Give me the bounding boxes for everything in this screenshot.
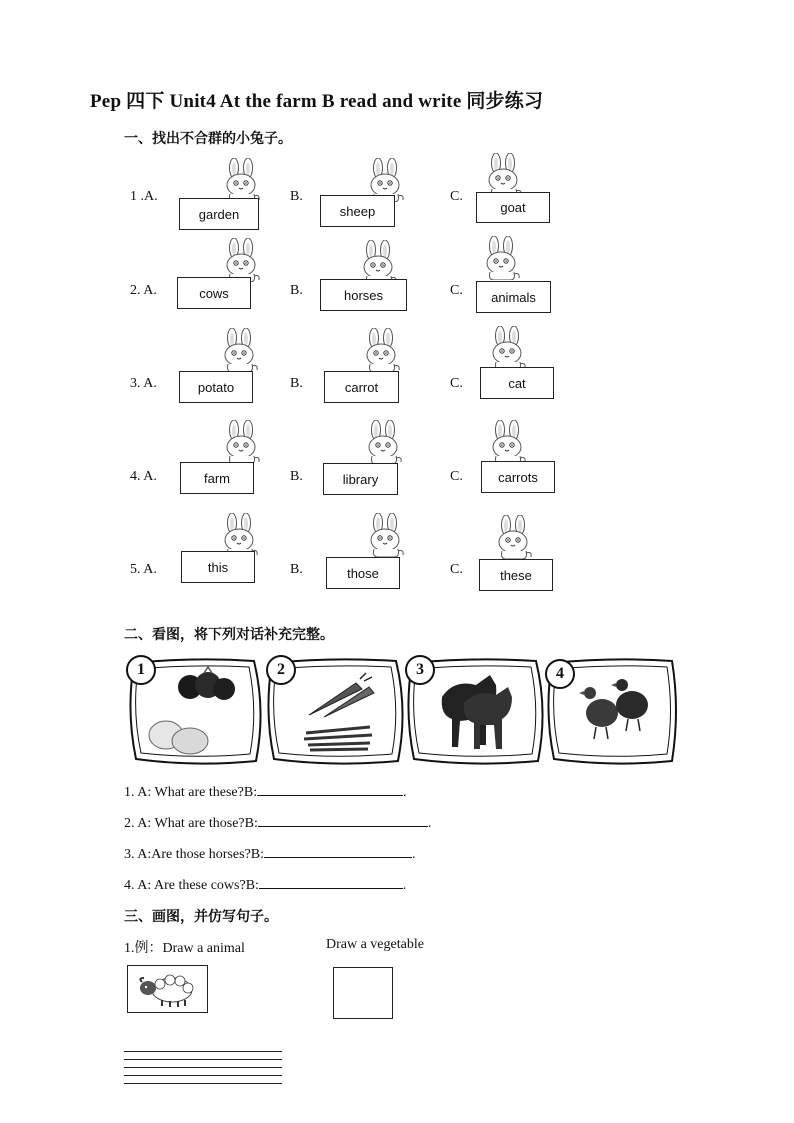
rabbit-icon: [362, 513, 408, 557]
word-box: garden: [179, 198, 259, 230]
dialogue-end: .: [427, 816, 432, 831]
word-box: potato: [179, 371, 253, 403]
word-box: cat: [480, 367, 554, 399]
picture-strip: [124, 655, 680, 767]
word-box: these: [479, 559, 553, 591]
rabbit-icon: [484, 420, 530, 464]
rabbit-icon: [480, 153, 526, 197]
row3-b-label: B.: [290, 376, 303, 391]
row1-label: 1 .A.: [130, 189, 158, 204]
row2-label: 2. A.: [130, 283, 157, 298]
row3-c-label: C.: [450, 376, 463, 391]
rabbit-icon: [218, 158, 264, 202]
word-box: library: [323, 463, 398, 495]
writing-line[interactable]: [124, 1059, 282, 1060]
picture-number: 1: [126, 655, 156, 685]
section3-heading: 三、画图，并仿写句子。: [124, 910, 278, 925]
rabbit-icon: [360, 420, 406, 464]
dialogue-end: .: [411, 847, 416, 862]
dialogue-end: .: [402, 878, 407, 893]
row1-c-label: C.: [450, 189, 463, 204]
row5-b-label: B.: [290, 562, 303, 577]
section1-heading: 一、找出不合群的小兔子。: [124, 132, 292, 147]
answer-blank[interactable]: [259, 874, 403, 889]
row5-label: 5. A.: [130, 562, 157, 577]
drawing-box[interactable]: [333, 967, 393, 1019]
word-box: cows: [177, 277, 251, 309]
section2-heading: 二、看图，将下列对话补充完整。: [124, 628, 334, 643]
writing-line[interactable]: [124, 1067, 282, 1068]
dialogue-question: 4. A: Are these cows?B:: [124, 878, 259, 893]
example-picture-box: [127, 965, 208, 1013]
dialogue-line-1: [124, 781, 407, 801]
writing-line[interactable]: [124, 1075, 282, 1076]
picture-number: 3: [405, 655, 435, 685]
picture-number: 4: [545, 659, 575, 689]
rabbit-icon: [484, 326, 530, 370]
dialogue-line-2: [124, 812, 431, 832]
row4-label: 4. A.: [130, 469, 157, 484]
row4-b-label: B.: [290, 469, 303, 484]
row1-b-label: B.: [290, 189, 303, 204]
word-box: horses: [320, 279, 407, 311]
answer-blank[interactable]: [264, 843, 412, 858]
word-box: those: [326, 557, 400, 589]
row2-b-label: B.: [290, 283, 303, 298]
writing-line[interactable]: [124, 1083, 282, 1084]
row4-c-label: C.: [450, 469, 463, 484]
word-box: carrot: [324, 371, 399, 403]
rabbit-icon: [216, 328, 262, 372]
dialogue-line-3: [124, 843, 415, 863]
answer-blank[interactable]: [257, 781, 403, 796]
dialogue-question: 1. A: What are these?B:: [124, 785, 258, 800]
task-label: Draw a vegetable: [326, 937, 424, 952]
writing-line[interactable]: [124, 1051, 282, 1052]
row2-c-label: C.: [450, 283, 463, 298]
rabbit-icon: [218, 420, 264, 464]
word-box: goat: [476, 192, 550, 223]
word-box: animals: [476, 281, 551, 313]
rabbit-icon: [490, 515, 536, 559]
row3-label: 3. A.: [130, 376, 157, 391]
dialogue-end: .: [403, 785, 407, 800]
sheep-icon: [128, 966, 207, 1012]
dialogue-question: 3. A:Are those horses?B:: [124, 847, 264, 862]
word-box: this: [181, 551, 255, 583]
dialogue-line-4: [124, 874, 406, 894]
example-label: 1.例：Draw a animal: [124, 941, 245, 956]
dialogue-question: 2. A: What are those?B:: [124, 816, 258, 831]
page-title: Pep 四下 Unit4 At the farm B read and write 同步练习: [90, 91, 544, 112]
rabbit-icon: [358, 328, 404, 372]
word-box: farm: [180, 462, 254, 494]
picture-number: 2: [266, 655, 296, 685]
word-box: sheep: [320, 195, 395, 227]
answer-blank[interactable]: [258, 812, 428, 827]
rabbit-icon: [218, 238, 264, 282]
row5-c-label: C.: [450, 562, 463, 577]
word-box: carrots: [481, 461, 555, 493]
rabbit-icon: [478, 236, 524, 280]
rabbit-icon: [355, 240, 401, 284]
